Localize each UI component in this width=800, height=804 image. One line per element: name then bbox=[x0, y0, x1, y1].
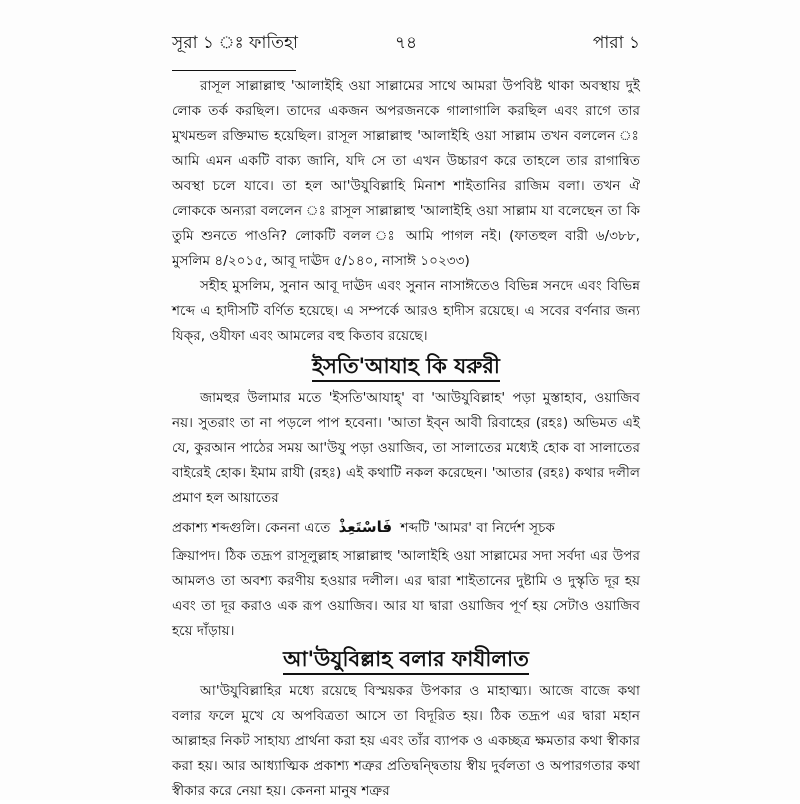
paragraph-benefits: আ'উযুবিল্লাহির মধ্যে রয়েছে বিস্ময়কর উপকার ও মাহাত্ম্য। আজে বাজে কথা বলার ফলে মুখে যে অপবিত্রতা আসে তা বিদূরিত হয়। ঠিক তদ্রূপ এর দ্বারা মহান আল্লাহর নিকট সাহায্য প্রার্থনা করা হয় এবং তাঁর ব্যাপক ও একচ্ছত্র ক্ষমতার কথা স্বীকার করা হয়। আর আধ্যাত্মিক প্রকাশ্য শত্রুর প্রতিদ্বন্দ্বিতায় স্বীয় দুর্বলতা ও অপারগতার কথা স্বীকার করে নেয়া হয়। কেননা মানুষ শত্রুর bbox=[172, 683, 640, 799]
page-body bbox=[172, 74, 640, 804]
paragraph-sources: সহীহ মুসলিম, সুনান আবূ দাঊদ এবং সুনান নাসাঈতেও বিভিন্ন সনদে এবং বিভিন্ন শব্দে এ হাদীসটি বর্ণিত হয়েছে। এ সম্পর্কে আরও হাদীস রয়েছে। এ সবের বর্ণনার জন্য যিক্‌র, ওযীফা এবং আমলের বহু কিতাব রয়েছে। bbox=[172, 278, 640, 344]
chapter-label: সূরা ১ ঃ ফাতিহা bbox=[172, 33, 298, 53]
para-label: পারা ১ bbox=[592, 33, 640, 53]
arabic-word: فَاسْتَعِذْ bbox=[338, 518, 393, 536]
ruling-text-after-arabic: শব্দটি 'আমর' বা নির্দেশ সূচক bbox=[400, 520, 555, 536]
section-heading-fazilat bbox=[172, 646, 640, 675]
ruling-text-before-arabic: প্রকাশ্য শব্দগুলি। কেননা এতে bbox=[172, 520, 331, 536]
page-header bbox=[172, 30, 640, 60]
section-heading-text: ইসতি'আযাহ কি যরুরী bbox=[312, 353, 500, 382]
paragraph-ruling-continued: ক্রিয়াপদ। ঠিক তদ্রূপ রাসূলুল্লাহ সাল্লাল্লাহু 'আলাইহি ওয়া সাল্লামের সদা সর্বদা এর উপর আমলও তা অবশ্য করণীয় হওয়ার দলীল। এর দ্বারা শাইতানের দুষ্টামি ও দুস্কৃতি দূর হয় এবং তা দূর করাও এক রূপ ওয়াজিব। আর যা দ্বারা ওয়াজিব পূর্ণ হয় সেটাও ওয়াজিব হয়ে দাঁড়ায়। bbox=[172, 548, 640, 639]
paragraph-ruling: জামহুর উলামার মতে 'ইসতি'আযাহ্‌' বা 'আউযুবিল্লাহ' পড়া মুস্তাহাব, ওয়াজিব নয়। সুতরাং তা না পড়লে পাপ হবেনা। 'আতা ইব্‌ন আবী রিবাহের (রহঃ) অভিমত এই যে, কুরআন পাঠের সময় আ'উযু পড়া ওয়াজিব, তা সালাতের মধ্যেই হোক বা সালাতের বাইরেই হোক। ইমাম রাযী (রহঃ) এই কথাটি নকল করেছেন। 'আতার (রহঃ) কথার দলীল প্রমাণ হল আয়াতের bbox=[172, 390, 640, 506]
paragraph-hadith: রাসূল সাল্লাল্লাহু 'আলাইহি ওয়া সাল্লামের সাথে আমরা উপবিষ্ট থাকা অবস্থায় দুই লোক তর্ক করছিল। তাদের একজন অপরজনকে গালাগালি করছিল এবং রাগে তার মুখমন্ডল রক্তিমাভ হয়েছিল। রাসূল সাল্লাল্লাহু 'আলাইহি ওয়া সাল্লাম তখন বললেন ঃ আমি এমন একটি বাক্য জানি, যদি সে তা এখন উচ্চারণ করে তাহলে তার রাগান্বিত অবস্থা চলে যাবে। তা হল আ'উযুবিল্লাহি মিনাশ শাইতানির রাজিম বলা। তখন ঐ লোককে অন্যরা বললেন ঃ রাসূল সাল্লাল্লাহু 'আলাইহি ওয়া সাল্লাম যা বলেছেন তা কি তুমি শুনতে পাওনি? লোকটি বলল ঃ আমি পাগল নই। (ফাতহুল বারী ৬/৩৮৮, মুসলিম ৪/২০১৫, আবূ দাঊদ ৫/১৪০, নাসাঈ ১০২৩৩) bbox=[172, 78, 640, 269]
page-number: ৭৪ bbox=[394, 33, 418, 53]
footnote-rule bbox=[172, 70, 296, 71]
paragraph-ruling-arabic-line bbox=[172, 511, 640, 544]
section-heading-istiazah bbox=[172, 353, 640, 382]
section-heading-text: আ'উযুবিল্লাহ বলার ফাযীলাত bbox=[283, 646, 529, 675]
